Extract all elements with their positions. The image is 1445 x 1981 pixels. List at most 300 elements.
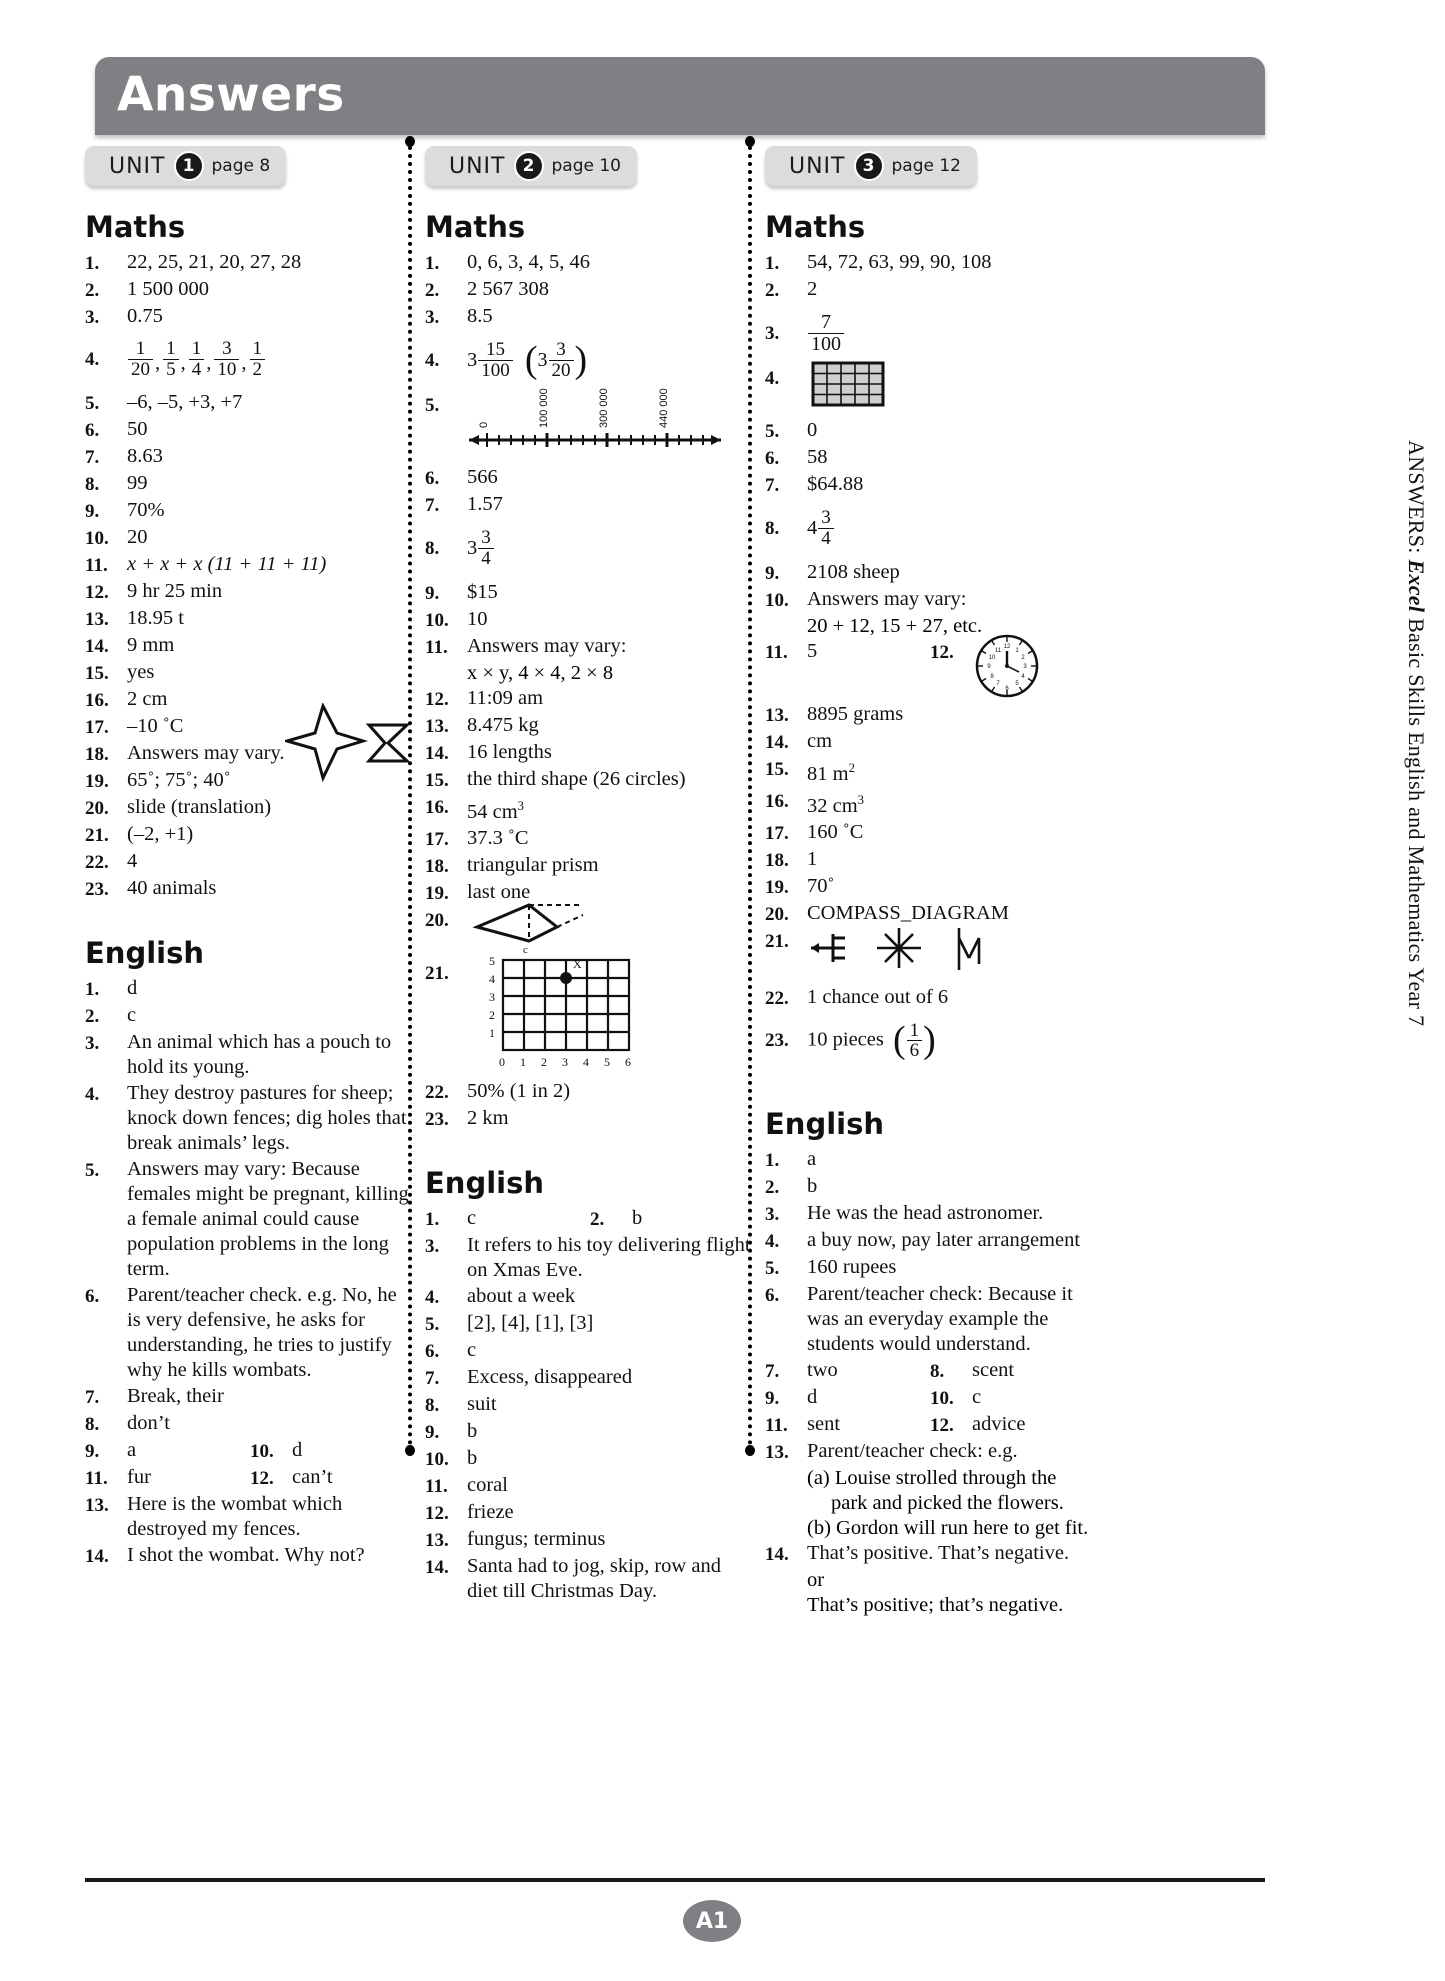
unit-1-badge[interactable] (85, 146, 286, 186)
answer-item (425, 492, 755, 518)
answer-text: 11:09 am (467, 687, 544, 709)
answer-item (85, 1283, 415, 1383)
unit-1-english-answers (85, 976, 415, 1569)
bracket-group (525, 340, 587, 380)
answer-item (425, 522, 755, 574)
answer-number: 1. (425, 253, 440, 274)
vertex-label: c (523, 943, 528, 956)
answer-number: 11. (85, 555, 108, 576)
answer-pair-left (765, 1385, 930, 1411)
answer-item (425, 1446, 755, 1472)
answer-item (425, 250, 755, 276)
answer-item (85, 1384, 415, 1410)
answer-pair-right (930, 639, 1095, 692)
answer-text: b (632, 1206, 643, 1229)
answer-text: 2 (807, 278, 818, 300)
answer-item (425, 304, 755, 330)
answer-number: 1. (425, 1208, 440, 1230)
answer-text: 2108 sheep (807, 561, 900, 583)
unit-number: 2 (514, 151, 544, 181)
answer-pair-left (85, 1438, 250, 1464)
answer-item (765, 1439, 1095, 1465)
answer-text: 8895 grams (807, 703, 904, 725)
answer-number: 18. (85, 744, 109, 765)
answer-text: b (807, 1174, 818, 1197)
value: 32 cm (807, 794, 858, 817)
answer-text: 1 chance out of 6 (807, 985, 949, 1008)
answer-item (765, 788, 1095, 819)
answer-item (85, 822, 415, 848)
close-paren: ) (574, 338, 588, 381)
answer-text (467, 794, 755, 825)
answer-text: 1.57 (467, 493, 503, 515)
clock-num-4: 4 (1021, 674, 1025, 680)
answer-text: don’t (127, 1412, 170, 1434)
answer-text: 50% (1 in 2) (467, 1079, 571, 1102)
answer-item (85, 849, 415, 875)
answer-number: 23. (425, 1108, 449, 1130)
unit-label: UNIT (449, 153, 506, 179)
answer-pair-left (765, 1358, 930, 1384)
answer-text: 2 cm (127, 688, 168, 710)
answer-number: 1. (765, 1149, 780, 1171)
english-heading: English (85, 936, 205, 970)
answer-text: cm (807, 730, 833, 752)
answer-text: 2 567 308 (467, 278, 549, 300)
answer-number: 17. (425, 828, 449, 850)
x-tick-1: 1 (520, 1054, 526, 1069)
answer-item (765, 587, 1095, 613)
answer-number: 2. (85, 280, 100, 301)
answer-item (765, 1147, 1095, 1173)
numberline-label-300000: 300 000 (598, 388, 610, 428)
answer-number: 5. (765, 1257, 780, 1279)
answer-text: yes (127, 661, 155, 683)
answer-item (85, 1411, 415, 1437)
exponent: 3 (517, 799, 525, 813)
answer-text: 0, 6, 3, 4, 5, 46 (467, 251, 590, 273)
answer-item (425, 1338, 755, 1364)
answer-text: 18.95 t (127, 607, 184, 629)
answer-text: 16 lengths (467, 741, 552, 763)
margin-text-prefix: ANSWERS: (1404, 440, 1429, 560)
answer-number: 7. (425, 1367, 440, 1389)
answer-item (765, 820, 1095, 846)
answer-item (765, 985, 1095, 1011)
answer-item (765, 1228, 1095, 1254)
answer-number: 6. (425, 1340, 440, 1362)
fraction (128, 339, 153, 379)
answer-number: 21. (765, 930, 789, 952)
answer-number: 4. (765, 368, 780, 389)
answer-item (425, 277, 755, 303)
fraction-list (127, 339, 415, 379)
answer-text: $64.88 (807, 473, 864, 495)
answer-number: 1. (85, 253, 100, 274)
chance-expression (807, 1021, 1095, 1061)
answer-number: 10. (85, 528, 109, 549)
denominator: 4 (189, 359, 205, 379)
answer-text: the third shape (26 circles) (467, 768, 686, 790)
fraction (478, 340, 513, 380)
answer-item (85, 579, 415, 605)
answer-text (807, 756, 1095, 787)
unit-3-badge[interactable] (765, 146, 977, 186)
fraction (478, 528, 494, 568)
whole-part: 4 (807, 516, 818, 539)
x-tick-6: 6 (625, 1054, 631, 1069)
answer-item (85, 741, 415, 767)
answer-item (85, 976, 415, 1002)
answer-text: 8.475 kg (467, 714, 539, 736)
answer-number (425, 1605, 467, 1606)
hundredths-grid-diagram (811, 361, 891, 418)
answer-text: 20 (127, 526, 148, 548)
answer-number: 6. (85, 420, 100, 441)
answer-number: 7. (765, 1360, 780, 1382)
denominator: 5 (163, 359, 179, 379)
bracket-group (893, 1021, 936, 1061)
answer-number: 2. (590, 1208, 605, 1230)
answer-item (765, 847, 1095, 873)
answer-text: Answers may vary: (467, 635, 627, 657)
mixed-number-expression (467, 340, 755, 380)
answer-text: 566 (467, 466, 498, 488)
separator-comma: , (206, 351, 212, 374)
answer-text: He was the head astronomer. (807, 1201, 1044, 1224)
numerator: 1 (135, 338, 146, 360)
answer-number: 4. (85, 348, 100, 370)
answer-number: 12. (85, 582, 109, 603)
answer-item (85, 1492, 415, 1542)
answer-text: 160 ˚C (807, 820, 864, 843)
answer-number: 14. (765, 732, 789, 753)
plotted-point (560, 972, 572, 984)
whole-part: 3 (467, 348, 478, 371)
answer-number: 17. (765, 822, 789, 844)
separator-comma: , (241, 351, 247, 374)
answer-number: 10. (425, 1448, 449, 1470)
answer-number: 3. (765, 1203, 780, 1225)
answer-item (765, 365, 1095, 417)
numberline-label-0: 0 (478, 421, 490, 428)
answer-number: 4. (85, 1084, 100, 1105)
answer-item (85, 277, 415, 303)
answer-pair-left (765, 1412, 930, 1438)
unit-3-column (765, 146, 1095, 1618)
answer-number: 14. (85, 1546, 109, 1567)
answer-number: 14. (425, 743, 449, 764)
numerator: 3 (481, 527, 491, 549)
answer-text: frieze (467, 1500, 514, 1523)
answer-text: –6, –5, +3, +7 (127, 391, 243, 413)
answer-text: 8.63 (127, 445, 163, 467)
answer-pair-right (930, 1358, 1095, 1384)
answer-text: x + x + x (11 + 11 + 11) (127, 553, 327, 575)
fraction (549, 340, 574, 380)
answer-text: d (127, 977, 138, 999)
mixed-number (467, 528, 755, 568)
answer-text: 10 pieces (807, 1028, 884, 1051)
answer-text: It refers to his toy delivering flight on Xmas Eve. (467, 1233, 751, 1281)
answer-number: 10. (250, 1441, 274, 1462)
fraction (214, 339, 239, 379)
answer-number: 10. (930, 1387, 954, 1409)
answer-text: 99 (127, 472, 148, 494)
answer-number: 9. (765, 1387, 780, 1409)
open-paren: ( (892, 1019, 906, 1062)
answer-number: 5. (425, 395, 440, 416)
answer-number: 19. (425, 882, 449, 904)
answer-item (425, 713, 755, 739)
maths-heading: Maths (425, 210, 526, 244)
answer-number: 19. (765, 876, 789, 898)
answer-number: 22. (765, 987, 789, 1009)
answer-number: 17. (85, 717, 109, 738)
answer-item (85, 1157, 415, 1282)
answer-text: Parent/teacher check: Because it was an everyday example the students would understand. (807, 1282, 1073, 1355)
answer-text: They destroy pastures for sheep; knock down fences; dig holes that break animals’ legs. (127, 1082, 407, 1154)
answer-item (85, 1438, 415, 1464)
answer-item (85, 333, 415, 385)
mixed-number (807, 508, 1095, 548)
page-header-banner (95, 57, 1265, 135)
numerator: 1 (909, 1019, 920, 1041)
page-margin-text (1403, 440, 1429, 1026)
clock-center (1005, 664, 1009, 668)
answer-item (425, 1365, 755, 1391)
answer-number: 16. (85, 690, 109, 711)
answer-text: 0.75 (127, 305, 163, 327)
answer-text: fungus; terminus (467, 1527, 606, 1550)
answer-item (85, 768, 415, 794)
numerator: 1 (191, 338, 202, 360)
answer-item (425, 1392, 755, 1418)
page-title: Answers (117, 67, 345, 123)
answer-text: b (467, 1419, 478, 1442)
clock-num-2: 2 (1021, 655, 1025, 661)
answer-text: (–2, +1) (127, 823, 194, 845)
answer-text: a (127, 1439, 137, 1461)
mixed-number (467, 340, 514, 380)
answer-item (425, 465, 755, 491)
page-number-badge: A1 (683, 1900, 741, 1942)
answer-item (85, 498, 415, 524)
numerator: 3 (222, 338, 232, 360)
answer-text: a buy now, pay later arrangement (807, 1228, 1081, 1251)
answer-text: [2], [4], [1], [3] (467, 1311, 594, 1334)
answer-item (85, 471, 415, 497)
unit-page-reference: page 8 (211, 156, 271, 176)
answer-number: 22. (425, 1081, 449, 1103)
answer-item (425, 1473, 755, 1499)
answer-number: 2. (765, 1176, 780, 1198)
answer-item (425, 853, 755, 879)
answer-item (85, 250, 415, 276)
x-tick-4: 4 (583, 1054, 589, 1069)
x-tick-3: 3 (562, 1054, 568, 1069)
answer-number: 3. (85, 1033, 100, 1054)
answer-text: Excess, disappeared (467, 1365, 633, 1388)
x-tick-0: 0 (499, 1054, 505, 1069)
answer-number: 7. (85, 447, 100, 468)
denominator: 6 (907, 1040, 923, 1060)
answer-item (425, 826, 755, 852)
clock-num-5: 5 (1015, 681, 1019, 687)
answer-number: 20. (425, 909, 449, 931)
answer-number: 14. (85, 636, 109, 657)
footer-divider (85, 1878, 1265, 1882)
answer-item (85, 552, 415, 578)
answer-subline-b: (b) Gordon will run here to get fit. (807, 1516, 1089, 1539)
answer-text: 22, 25, 21, 20, 27, 28 (127, 251, 302, 273)
answer-item (425, 1500, 755, 1526)
answer-number: 9. (85, 1441, 100, 1462)
answer-text: fur (127, 1466, 151, 1488)
unit-2-badge[interactable] (425, 146, 637, 186)
answer-subline: x × y, 4 × 4, 2 × 8 (467, 662, 614, 684)
answer-item (425, 1284, 755, 1310)
answer-number: 13. (85, 1495, 109, 1516)
answer-item (765, 1385, 1095, 1411)
margin-text-brand: Excel (1404, 559, 1429, 613)
answer-item (425, 767, 755, 793)
answer-subline-alt: That’s positive; that’s negative. (807, 1593, 1064, 1616)
answer-number: 6. (425, 468, 440, 489)
answer-text: 9 mm (127, 634, 175, 656)
answer-text: An animal which has a pouch to hold its young. (127, 1031, 392, 1078)
answer-number: 8. (425, 1394, 440, 1416)
answer-text: c (467, 1338, 477, 1361)
answer-number: 23. (85, 879, 109, 900)
answer-item (425, 1311, 755, 1337)
answer-pair-right (930, 1412, 1095, 1438)
denominator: 4 (478, 548, 494, 568)
whole-part: 3 (537, 348, 548, 371)
fraction (250, 339, 266, 379)
answer-item (765, 1282, 1095, 1357)
maths-heading: Maths (765, 210, 866, 244)
answer-item (85, 417, 415, 443)
answer-item (425, 1605, 755, 1606)
unit-label: UNIT (109, 153, 166, 179)
answer-item (85, 525, 415, 551)
unit-3-english-answers (765, 1147, 1095, 1618)
answer-number: 9. (425, 1421, 440, 1443)
whole-part: 3 (467, 536, 478, 559)
answer-text: 0 (807, 419, 818, 441)
answer-number: 3. (765, 322, 780, 344)
answer-text: 65˚; 75˚; 40˚ (127, 769, 231, 791)
unit-2-english-answers (425, 1206, 755, 1606)
answer-text: 58 (807, 446, 828, 468)
maths-heading: Maths (85, 210, 186, 244)
numberline-label-100000: 100 000 (538, 388, 550, 428)
answer-item (765, 250, 1095, 276)
answer-item (85, 1003, 415, 1029)
answer-number: 11. (765, 642, 788, 663)
answer-number: 18. (425, 855, 449, 877)
unit-2-column (425, 146, 755, 1607)
answer-number: 9. (425, 583, 440, 604)
answer-number: 9. (765, 563, 780, 584)
answer-number: 7. (425, 495, 440, 516)
answer-number: 20. (765, 903, 789, 925)
answer-number: 4. (425, 1286, 440, 1308)
answer-number: 6. (765, 448, 780, 469)
answer-number: 11. (425, 637, 448, 658)
answer-item (425, 1079, 755, 1105)
answer-text: I shot the wombat. Why not? (127, 1544, 365, 1566)
y-tick-3: 3 (489, 989, 495, 1004)
unit-3-maths-answers (765, 250, 1095, 1073)
answer-text: 1 500 000 (127, 278, 209, 300)
answer-text: $15 (467, 581, 498, 603)
answer-number: 14. (425, 1556, 449, 1578)
denominator: 20 (128, 359, 153, 379)
answer-item (765, 1541, 1095, 1567)
answer-text: That’s positive. That’s negative. (807, 1541, 1070, 1564)
answer-item (85, 444, 415, 470)
answer-item (765, 639, 1095, 701)
answer-text: 37.3 ˚C (467, 826, 529, 849)
unit-page-reference: page 12 (891, 156, 961, 176)
answer-text: Here is the wombat which destroyed my fences. (127, 1493, 343, 1540)
answer-text: Answers may vary: (807, 588, 967, 610)
answer-item (765, 1072, 1095, 1073)
answer-item (425, 740, 755, 766)
answer-number: 21. (425, 962, 449, 984)
answer-item (425, 1419, 755, 1445)
clock-num-7: 7 (996, 681, 1000, 687)
english-heading: English (425, 1165, 545, 1200)
answer-text: 4 (127, 850, 138, 872)
answer-number: 12. (930, 642, 954, 663)
answer-item (765, 1412, 1095, 1438)
x-tick-5: 5 (604, 1054, 610, 1069)
answer-subline-or: or (807, 1568, 825, 1591)
answer-number: 2. (425, 280, 440, 301)
answer-item (425, 1206, 755, 1232)
answer-item (85, 390, 415, 416)
answer-item (85, 660, 415, 686)
answer-text: c (467, 1206, 477, 1229)
answer-item (765, 307, 1095, 359)
answer-number: 5. (765, 421, 780, 442)
answer-number: 8. (85, 474, 100, 495)
numerator: 1 (252, 338, 262, 360)
denominator: 100 (808, 333, 844, 354)
exponent: 3 (857, 792, 865, 807)
unit-label: UNIT (789, 153, 846, 179)
answer-text: 2 km (467, 1106, 509, 1129)
unit-number: 3 (854, 151, 884, 181)
english-heading: English (765, 1106, 885, 1141)
answer-text: –10 ˚C (127, 715, 184, 737)
answer-number: 10. (765, 590, 789, 611)
answer-number: 16. (765, 790, 789, 812)
answer-text: scent (972, 1358, 1015, 1381)
answer-number: 23. (765, 1030, 789, 1052)
answer-item (765, 756, 1095, 787)
clock-num-6: 6 (1005, 686, 1009, 692)
answer-text: 40 animals (127, 877, 217, 899)
answer-number: 1. (85, 979, 100, 1000)
denominator: 4 (818, 528, 834, 548)
clock-face-diagram (974, 633, 1040, 706)
margin-text-suffix: Basic Skills English and Mathematics Year 7 (1404, 612, 1429, 1027)
answer-item (765, 1174, 1095, 1200)
